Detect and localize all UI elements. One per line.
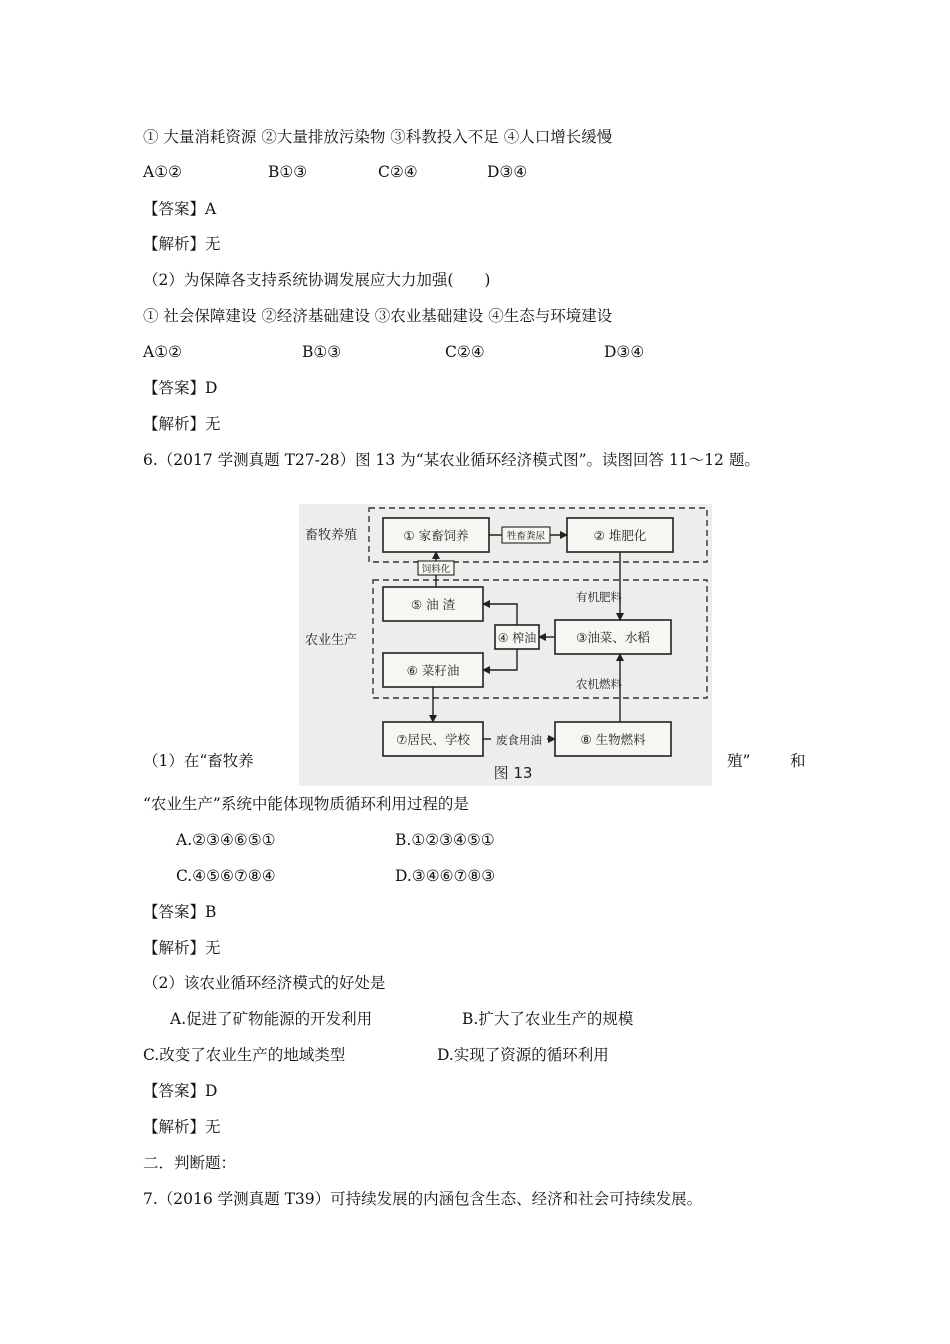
q6-1-choice-d: D.③④⑥⑦⑧③ (395, 867, 496, 885)
q6-stem: 6.（2017 学测真题 T27-28）图 13 为“某农业循环经济模式图”。读图回答 11～12 题。 (143, 451, 760, 469)
node-6-label: ⑥ 菜籽油 (406, 663, 460, 678)
q7-stem: 7.（2016 学测真题 T39）可持续发展的内涵包含生态、经济和社会可持续发展。 (143, 1190, 703, 1208)
edge-label-waste-oil: 废食用油 (496, 733, 542, 747)
q6-2-choice-a: A.促进了矿物能源的开发利用 (170, 1010, 373, 1028)
edge-label-fuel: 农机燃料 (576, 677, 622, 691)
q5-2-choice-d: D③④ (604, 343, 645, 361)
q6-2-choice-b: B.扩大了农业生产的规模 (462, 1010, 634, 1028)
q5-1-analysis: 【解析】无 (143, 235, 221, 253)
node-3-label: ③油菜、水稻 (576, 630, 650, 645)
edge-4-to-5 (483, 604, 517, 625)
edge-label-fertilizer: 有机肥料 (576, 590, 622, 604)
section-2-heading: 二．判断题： (143, 1154, 237, 1172)
q5-2-answer: 【答案】D (143, 379, 218, 397)
q6-1-choice-a: A.②③④⑥⑤① (176, 831, 276, 849)
q5-1-choice-a: A①② (143, 163, 182, 181)
q5-1-choice-d: D③④ (487, 163, 528, 181)
q6-1-stem-right-a: 殖” (727, 752, 751, 770)
q5-1-answer: 【答案】A (143, 200, 217, 218)
edge-label-fodder: 饲料化 (421, 564, 451, 575)
q6-1-stem-cont: “农业生产”系统中能体现物质循环利用过程的是 (143, 795, 469, 813)
region-label-farming: 农业生产 (305, 633, 358, 648)
node-5-label: ⑤ 油 渣 (410, 597, 456, 612)
q5-2-choice-b: B①③ (302, 343, 342, 361)
q6-1-choice-b: B.①②③④⑤① (395, 831, 495, 849)
q5-1-choice-c: C②④ (378, 163, 418, 181)
q6-2-choice-c: C.改变了农业生产的地域类型 (143, 1046, 346, 1064)
node-2-label: ② 堆肥化 (593, 528, 647, 543)
node-4-label: ④ 榨油 (497, 631, 537, 645)
q6-2-choice-d: D.实现了资源的循环利用 (437, 1046, 609, 1064)
region-label-husbandry: 畜牧养殖 (305, 528, 358, 543)
q5-2-analysis: 【解析】无 (143, 415, 221, 433)
q5-1-choice-b: B①③ (268, 163, 308, 181)
q6-1-stem-right-b: 和 (790, 752, 806, 770)
edge-label-manure: 牲畜粪尿 (506, 531, 546, 542)
edge-4-to-6 (483, 649, 517, 670)
q5-2-stem: （2）为保障各支持系统协调发展应大力加强( ) (143, 271, 491, 289)
q5-2-choice-a: A①② (143, 343, 182, 361)
node-7-label: ⑦居民、学校 (396, 732, 470, 747)
node-8-label: ⑧ 生物燃料 (580, 732, 646, 747)
q6-2-analysis: 【解析】无 (143, 1118, 221, 1136)
figure-13-diagram (299, 504, 712, 786)
q6-2-stem: （2）该农业循环经济模式的好处是 (143, 974, 386, 992)
q6-1-analysis: 【解析】无 (143, 939, 221, 957)
q6-2-answer: 【答案】D (143, 1082, 218, 1100)
q5-2-choice-c: C②④ (445, 343, 485, 361)
q5-1-options: ① 大量消耗资源 ②大量排放污染物 ③科教投入不足 ④人口增长缓慢 (143, 128, 613, 146)
q6-1-choice-c: C.④⑤⑥⑦⑧④ (176, 867, 276, 885)
figure-caption: 图 13 (493, 764, 533, 782)
q6-1-answer: 【答案】B (143, 903, 217, 921)
q6-1-stem-left: （1）在“畜牧养 (143, 752, 254, 770)
node-1-label: ① 家畜饲养 (403, 528, 469, 543)
q5-2-options: ① 社会保障建设 ②经济基础建设 ③农业基础建设 ④生态与环境建设 (143, 307, 613, 325)
